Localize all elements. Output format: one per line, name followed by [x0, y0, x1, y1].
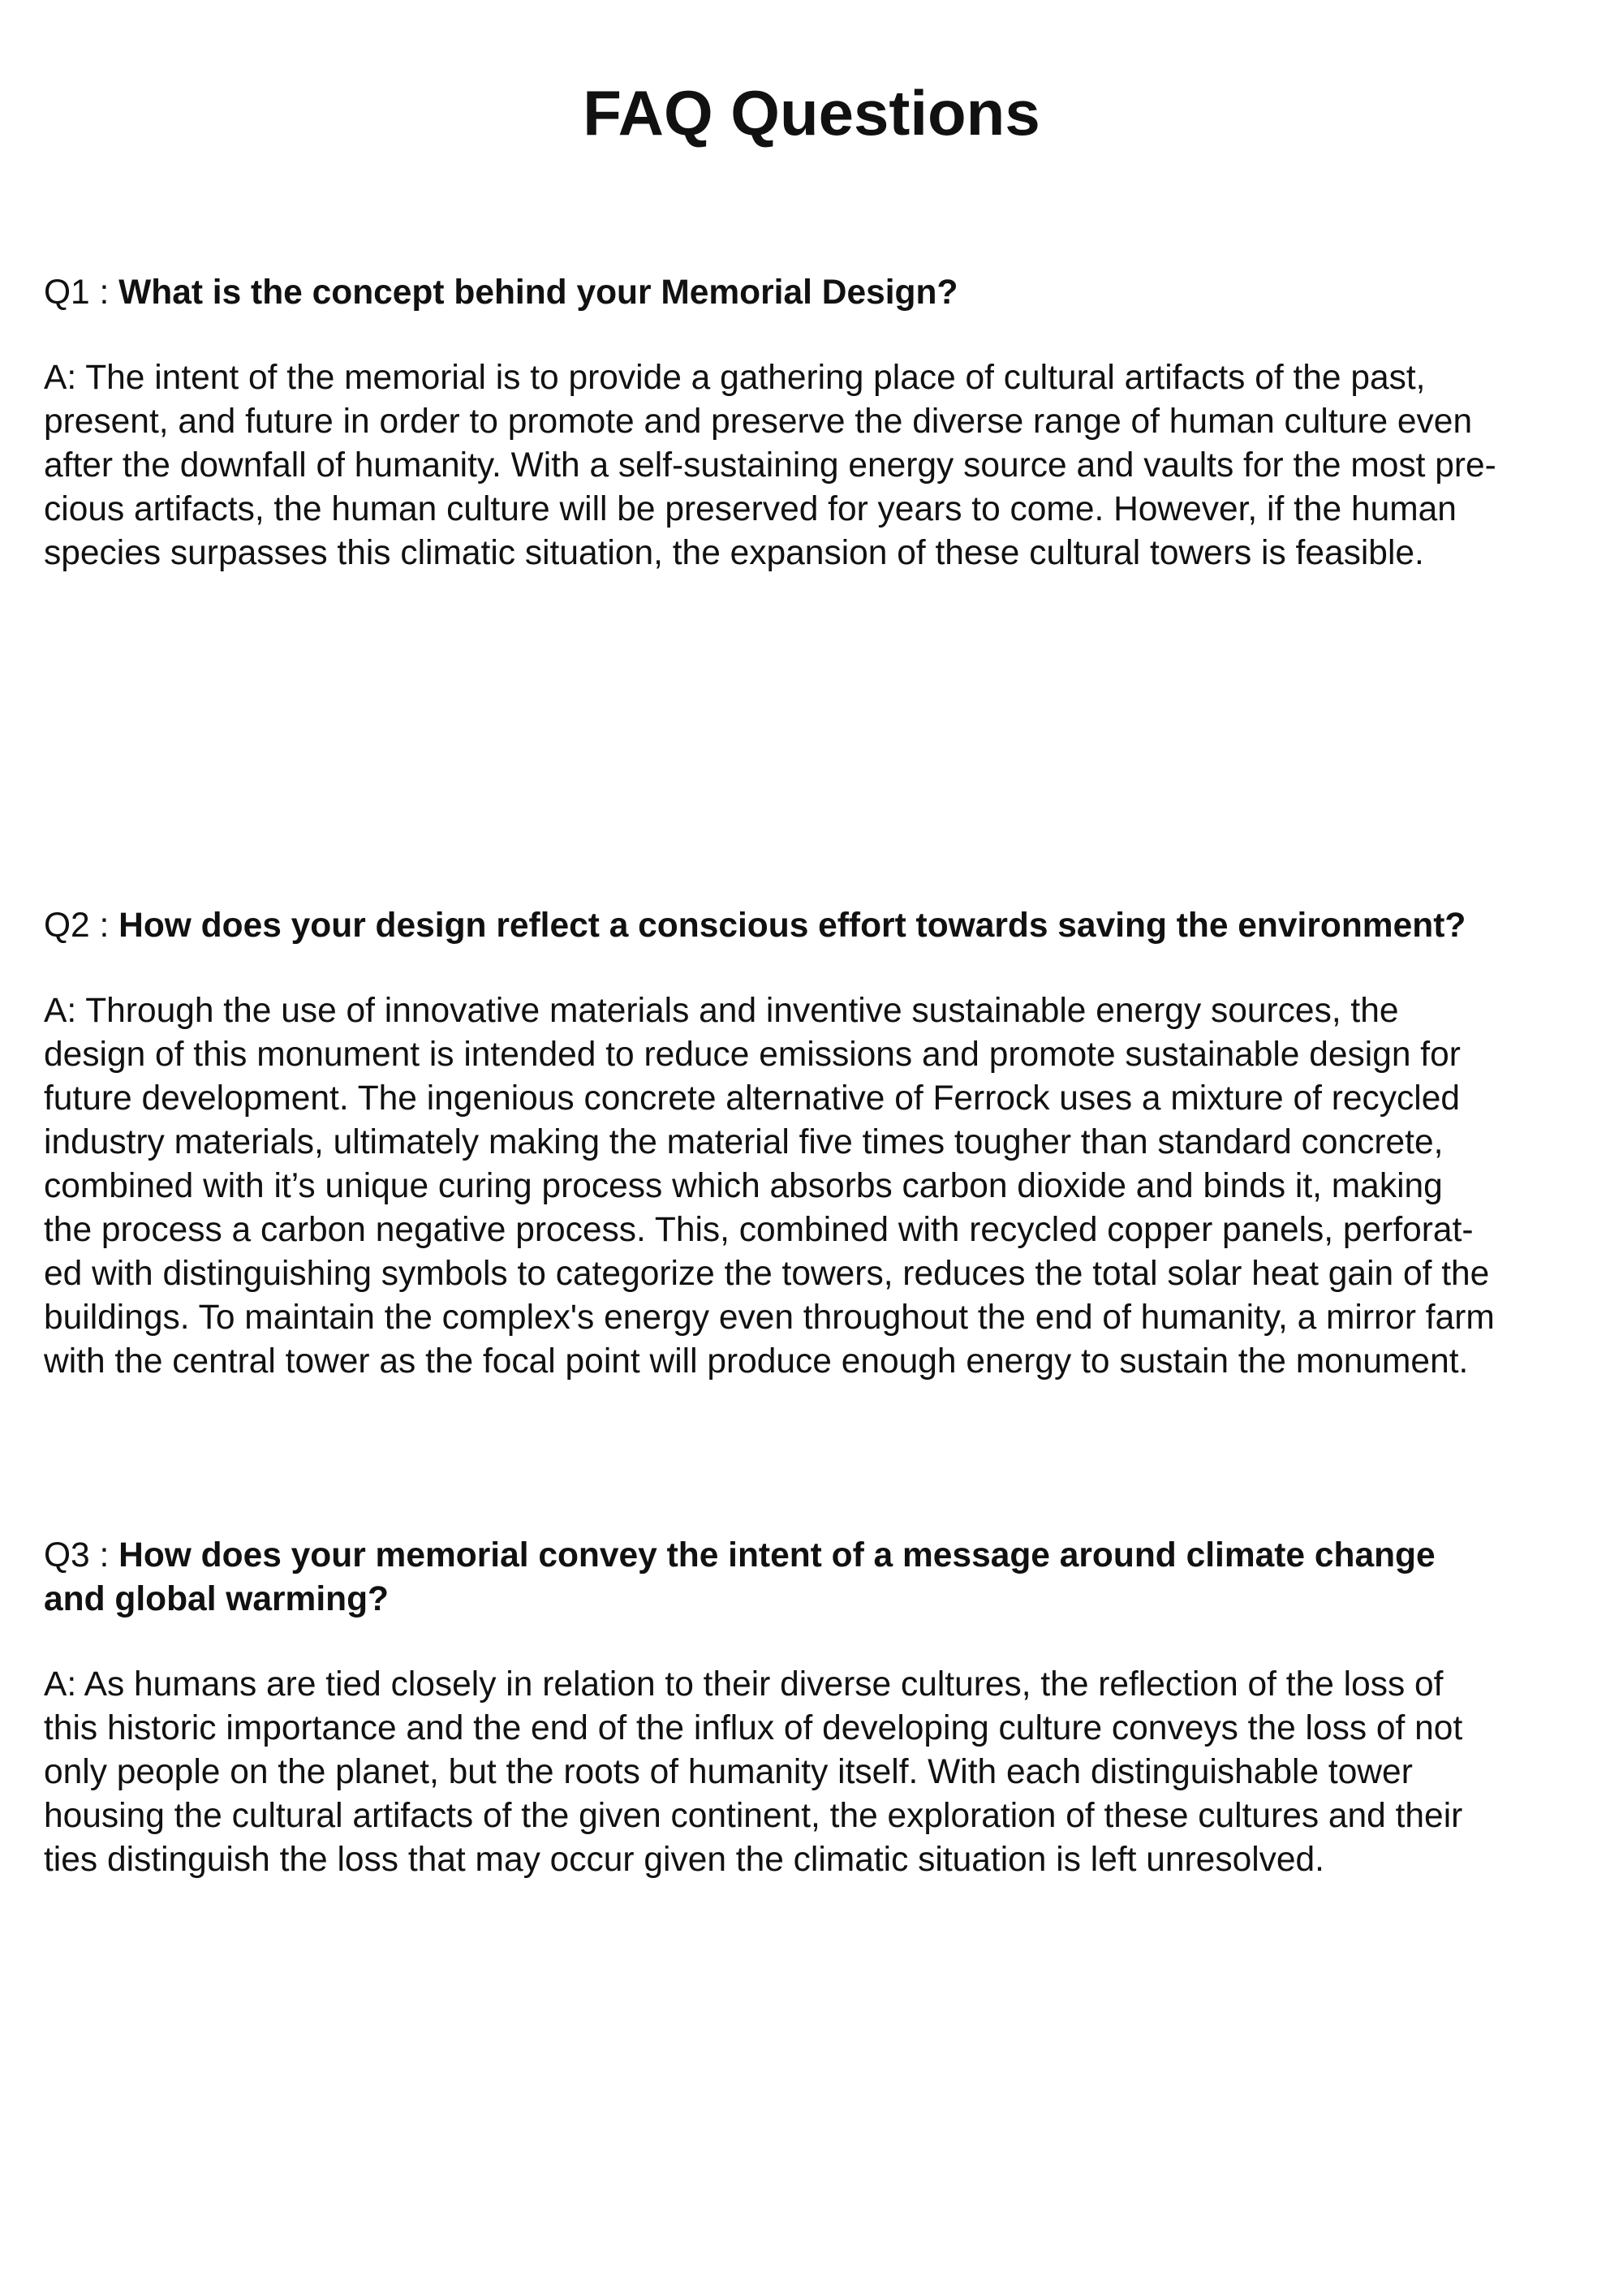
- answer-line: A: Through the use of innovative materials and inventive sustainable energy sources, the: [44, 992, 1399, 1030]
- question-label: Q1 :: [44, 274, 119, 312]
- faq-answer: [44, 989, 1586, 1384]
- faq-item: [44, 1534, 1586, 1882]
- answer-line: combined with it’s unique curing process which absorbs carbon dioxide and binds it, making: [44, 1167, 1443, 1205]
- faq-answer: [44, 356, 1586, 575]
- answer-line: A: As humans are tied closely in relation to their diverse cultures, the reflection of the loss of: [44, 1665, 1444, 1704]
- answer-line: species surpasses this climatic situation, the expansion of these cultural towers is feasible.: [44, 534, 1424, 572]
- answer-line: ed with distinguishing symbols to categorize the towers, reduces the total solar heat gain of the: [44, 1255, 1490, 1293]
- answer-line: the process a carbon negative process. This, combined with recycled copper panels, perforat-: [44, 1211, 1474, 1249]
- answer-line: this historic importance and the end of the influx of developing culture conveys the loss of not: [44, 1709, 1463, 1747]
- question-label: Q2 :: [44, 907, 119, 945]
- faq-question: [44, 904, 1586, 948]
- answer-line: with the central tower as the focal point will produce enough energy to sustain the monument.: [44, 1342, 1469, 1381]
- answer-line: housing the cultural artifacts of the given continent, the exploration of these cultures and their: [44, 1797, 1463, 1835]
- question-text: What is the concept behind your Memorial Design?: [118, 274, 958, 312]
- faq-question: [44, 1534, 1586, 1622]
- answer-line: after the downfall of humanity. With a self-sustaining energy source and vaults for the most pre-: [44, 446, 1496, 485]
- question-text: and global warming?: [44, 1580, 390, 1618]
- faq-question: [44, 271, 1586, 315]
- question-label: Q3 :: [44, 1536, 119, 1574]
- answer-line: industry materials, ultimately making the material five times tougher than standard concrete,: [44, 1123, 1444, 1161]
- question-text: How does your design reflect a conscious effort towards saving the environment?: [118, 907, 1466, 945]
- answer-line: ties distinguish the loss that may occur given the climatic situation is left unresolved.: [44, 1841, 1324, 1879]
- answer-line: only people on the planet, but the roots of humanity itself. With each distinguishable tower: [44, 1753, 1413, 1791]
- answer-line: design of this monument is intended to reduce emissions and promote sustainable design for: [44, 1036, 1461, 1074]
- question-text: How does your memorial convey the intent of a message around climate change: [118, 1536, 1436, 1574]
- answer-line: buildings. To maintain the complex's energy even throughout the end of humanity, a mirror farm: [44, 1299, 1495, 1337]
- answer-line: present, and future in order to promote and preserve the diverse range of human culture even: [44, 403, 1473, 441]
- faq-item: [44, 271, 1586, 575]
- answer-line: cious artifacts, the human culture will be preserved for years to come. However, if the human: [44, 490, 1457, 528]
- faq-item: [44, 904, 1586, 1384]
- faq-answer: [44, 1663, 1586, 1882]
- answer-line: A: The intent of the memorial is to provide a gathering place of cultural artifacts of the past,: [44, 359, 1426, 397]
- page-title: FAQ Questions: [583, 77, 1040, 149]
- answer-line: future development. The ingenious concrete alternative of Ferrock uses a mixture of recycled: [44, 1079, 1460, 1118]
